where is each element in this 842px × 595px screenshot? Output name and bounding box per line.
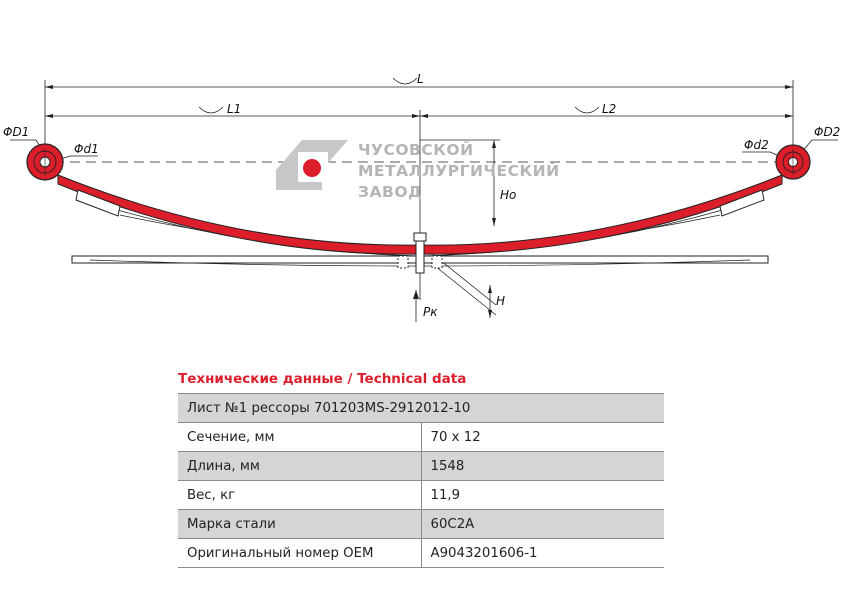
- dim-label-outer-d1: ΦD1: [3, 125, 30, 139]
- row-label: Марка стали: [178, 510, 421, 539]
- dim-label-pk: Pк: [423, 305, 438, 319]
- table-header-cell: Лист №1 рессоры 701203MS-2912012-10: [178, 394, 664, 423]
- dim-label-l1: L1: [227, 102, 242, 116]
- table-row: [178, 452, 664, 481]
- dim-label-l2: L2: [602, 102, 617, 116]
- table-row: [178, 539, 664, 568]
- row-value: 11,9: [421, 481, 664, 510]
- table-row: [178, 481, 664, 510]
- row-value: 60С2А: [421, 510, 664, 539]
- dim-label-inner-d2: Φd2: [744, 138, 769, 152]
- row-label: Длина, мм: [178, 452, 421, 481]
- row-value: A9043201606-1: [421, 539, 664, 568]
- row-label: Сечение, мм: [178, 423, 421, 452]
- right-eye: [776, 145, 810, 179]
- table-header-row: [178, 394, 664, 423]
- dim-label-outer-d2: ΦD2: [814, 125, 841, 139]
- technical-data-table: [178, 393, 664, 568]
- arrowheads: [45, 85, 793, 318]
- dim-label-h: H: [496, 294, 506, 308]
- logo-dot: [303, 159, 321, 177]
- technical-data-title: Технические данные / Technical data: [178, 371, 467, 387]
- dim-label-inner-d1: Φd1: [74, 142, 99, 156]
- left-eye: [27, 144, 63, 180]
- company-name-line-1: ЧУСОВСКОЙ: [358, 141, 474, 159]
- company-name-line-2: МЕТАЛЛУРГИЧЕСКИЙ: [358, 162, 560, 180]
- company-logo: [276, 140, 348, 190]
- dim-label-l: L: [417, 72, 424, 86]
- row-value: 70 x 12: [421, 423, 664, 452]
- dim-label-ho: Ho: [500, 188, 517, 202]
- row-value: 1548: [421, 452, 664, 481]
- company-name-line-3: ЗАВОД: [358, 183, 423, 201]
- row-label: Вес, кг: [178, 481, 421, 510]
- table-row: [178, 510, 664, 539]
- row-label: Оригинальный номер OEM: [178, 539, 421, 568]
- table-row: [178, 423, 664, 452]
